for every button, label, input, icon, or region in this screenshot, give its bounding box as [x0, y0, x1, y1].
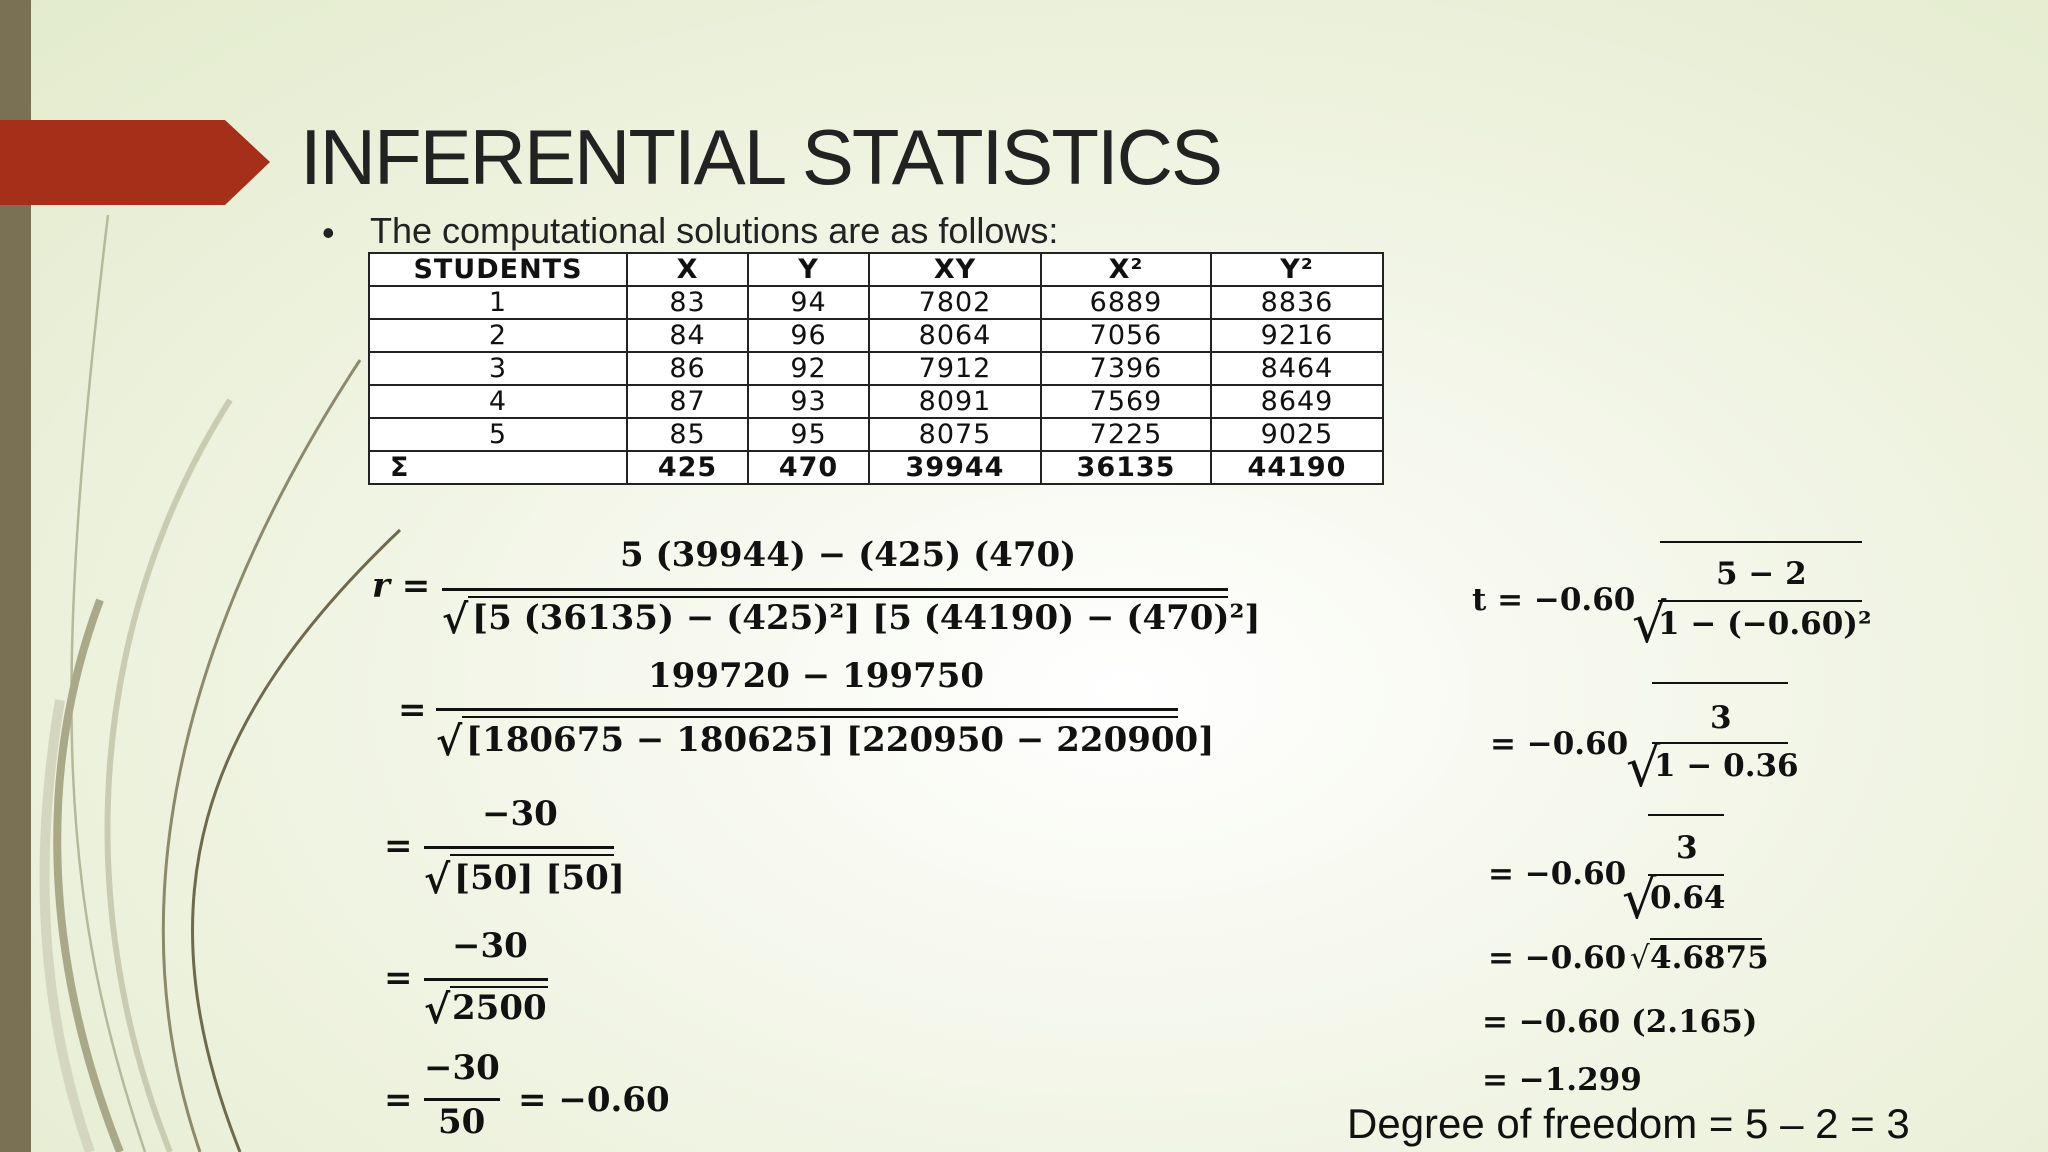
bullet-dot: • [322, 212, 335, 253]
table-cell: 8091 [869, 385, 1041, 418]
table-cell: 44190 [1211, 451, 1383, 484]
sqrt-sign: √ [436, 718, 463, 765]
r-step3-denominator: [50] [50] [454, 858, 625, 898]
table-cell: 39944 [869, 451, 1041, 484]
header-students: STUDENTS [369, 253, 627, 286]
table-cell: 84 [627, 319, 748, 352]
table-header-row [369, 253, 1383, 286]
r-step2-numerator: 199720 − 199750 [648, 656, 985, 696]
sqrt-sign: √ [424, 856, 451, 903]
table-row [369, 286, 1383, 319]
table-row [369, 418, 1383, 451]
table-row [369, 319, 1383, 352]
sqrt-vinculum [1660, 541, 1862, 543]
t-step1-denominator: 1 − (−0.60)² [1658, 606, 1872, 642]
table-row [369, 385, 1383, 418]
r-step3-numerator: −30 [482, 794, 558, 834]
r-step3-equals: = [384, 826, 413, 866]
r-step1-denominator: [5 (36135) − (425)²] [5 (44190) − (470)²] [472, 598, 1261, 638]
table-cell: 7912 [869, 352, 1041, 385]
header-y-squared: Y² [1211, 253, 1383, 286]
t-step1-numerator: 5 − 2 [1716, 556, 1807, 592]
header-xy: XY [869, 253, 1041, 286]
table-cell: 96 [748, 319, 869, 352]
table-cell: 7802 [869, 286, 1041, 319]
table-cell: 5 [369, 418, 627, 451]
r-step4-denominator: 2500 [452, 988, 547, 1028]
fraction-bar [442, 588, 1228, 591]
table-cell: 470 [748, 451, 869, 484]
intro-text: The computational solutions are as follows: [370, 210, 1059, 251]
table-row [369, 352, 1383, 385]
t-step3-denominator: 0.64 [1650, 880, 1726, 916]
table-cell: 92 [748, 352, 869, 385]
table-cell: 425 [627, 451, 748, 484]
header-x-squared: X² [1041, 253, 1211, 286]
table-sum-row [369, 451, 1383, 484]
table-cell: 7396 [1041, 352, 1211, 385]
table-cell: 3 [369, 352, 627, 385]
table-cell: 9216 [1211, 319, 1383, 352]
sqrt-vinculum [462, 716, 1178, 718]
fraction-bar [1658, 600, 1862, 602]
t-step6: = −1.299 [1482, 1062, 1642, 1098]
t-step2-numerator: 3 [1710, 700, 1732, 736]
sqrt-sign: √ [424, 986, 451, 1033]
fraction-bar [1648, 874, 1724, 876]
t-step4-root: 4.6875 [1650, 940, 1769, 976]
title-arrow-shape [0, 120, 270, 205]
t-step5: = −0.60 (2.165) [1482, 1004, 1758, 1040]
table-cell: 7569 [1041, 385, 1211, 418]
r-step5-denominator: 50 [438, 1102, 486, 1142]
table-cell: 95 [748, 418, 869, 451]
sqrt-sign: √ [1626, 736, 1661, 799]
table-cell: 2 [369, 319, 627, 352]
table-cell: 83 [627, 286, 748, 319]
sqrt-sign: √ [1622, 868, 1657, 931]
r-step1-numerator: 5 (39944) − (425) (470) [620, 535, 1077, 575]
header-y: Y [748, 253, 869, 286]
sum-label: Σ [369, 451, 627, 484]
sqrt-vinculum [1652, 682, 1788, 684]
degree-of-freedom: Degree of freedom = 5 – 2 = 3 [1347, 1100, 1910, 1147]
r-step5-numerator: −30 [424, 1048, 500, 1088]
table-cell: 4 [369, 385, 627, 418]
table-cell: 36135 [1041, 451, 1211, 484]
sqrt-sign: √ [1632, 592, 1667, 655]
fraction-bar [424, 1098, 500, 1101]
t-step3-numerator: 3 [1676, 830, 1698, 866]
table-cell: 8464 [1211, 352, 1383, 385]
table-cell: 1 [369, 286, 627, 319]
sqrt-sign: √ [1630, 940, 1650, 976]
table-cell: 93 [748, 385, 869, 418]
fraction-bar [424, 846, 614, 849]
table-cell: 9025 [1211, 418, 1383, 451]
sqrt-sign: √ [442, 596, 469, 643]
t-step4-lhs: = −0.60 [1488, 940, 1627, 976]
table-cell: 94 [748, 286, 869, 319]
r-step4-equals: = [384, 958, 413, 998]
r-result: = −0.60 [518, 1080, 670, 1120]
table-cell: 7225 [1041, 418, 1211, 451]
table-cell: 8064 [869, 319, 1041, 352]
computation-table [368, 252, 1384, 485]
sqrt-vinculum [450, 854, 614, 856]
table-cell: 7056 [1041, 319, 1211, 352]
r-step5-equals: = [384, 1080, 413, 1120]
fraction-bar [1652, 742, 1788, 744]
r-lhs: r = [372, 566, 431, 606]
r-step2-denominator: [180675 − 180625] [220950 − 220900] [466, 720, 1215, 760]
fraction-bar [436, 708, 1178, 711]
table-cell: 8075 [869, 418, 1041, 451]
t-step1-lhs: t = −0.60 [1472, 582, 1636, 618]
table-cell: 8649 [1211, 385, 1383, 418]
table-cell: 85 [627, 418, 748, 451]
r-step2-equals: = [398, 690, 427, 730]
table-cell: 8836 [1211, 286, 1383, 319]
r-step4-numerator: −30 [452, 926, 528, 966]
header-x: X [627, 253, 748, 286]
sqrt-vinculum [1648, 814, 1724, 816]
fraction-bar [424, 978, 548, 981]
t-step2-denominator: 1 − 0.36 [1654, 748, 1799, 784]
table-cell: 6889 [1041, 286, 1211, 319]
table-cell: 86 [627, 352, 748, 385]
t-step3-lhs: = −0.60 [1488, 856, 1627, 892]
table-cell: 87 [627, 385, 748, 418]
slide-title: INFERENTIAL STATISTICS [300, 113, 1221, 201]
t-step2-lhs: = −0.60 [1490, 726, 1629, 762]
